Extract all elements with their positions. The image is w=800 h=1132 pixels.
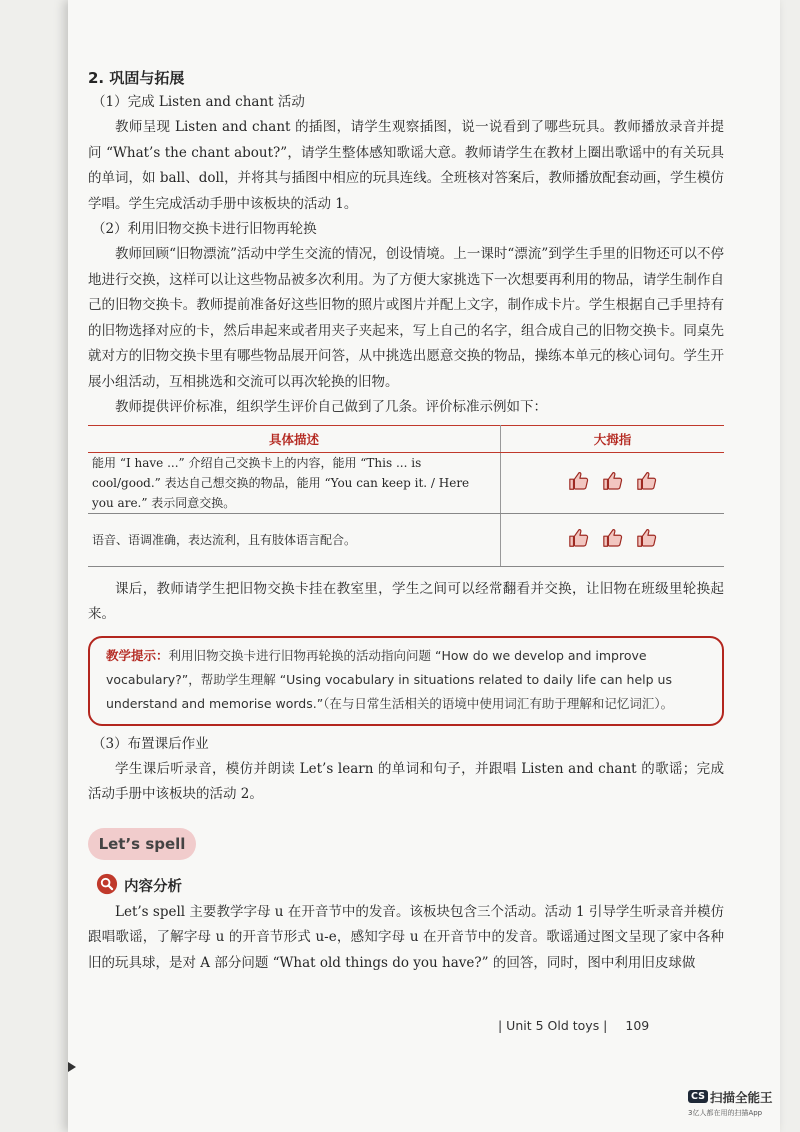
scanner-app-name: 扫描全能王	[710, 1089, 773, 1105]
header-thumbs: 大拇指	[501, 425, 725, 452]
row-description: 语音、语调准确，表达流利，且有肢体语言配合。	[88, 513, 501, 566]
page-content	[88, 66, 724, 976]
content-analysis-heading	[88, 872, 724, 900]
evaluation-table	[88, 425, 724, 567]
teaching-tip-box	[88, 636, 724, 726]
thumbs-up-icon	[636, 527, 658, 552]
subsection-2-paragraph-2: 教师提供评价标准，组织学生评价自己做到了几条。评价标准示例如下：	[115, 399, 547, 415]
header-description: 具体描述	[88, 425, 501, 452]
thumbs-up-icon	[568, 527, 590, 552]
row-description: 能用 “I have ...” 介绍自己交换卡上的内容，能用 “This ... is cool/good.” 表达自己想交换的物品，能用 “You can keep it. / Here you are.” 表示同意交换。	[88, 452, 501, 513]
document-page	[68, 0, 780, 1132]
evaluation-table-header	[88, 425, 724, 452]
subsection-1-title: （1）完成 Listen and chant 活动	[92, 94, 305, 110]
scanner-logo-icon: CS	[688, 1090, 708, 1103]
magnifier-icon	[96, 873, 118, 899]
teaching-tip-text: 利用旧物交换卡进行旧物再轮换的活动指向问题 “How do we develop and improve vocabulary?”，帮助学生理解 “Using vocabulary in situations related to daily life can help us understand and memorise words.”（在与日常生活相关的语境中使用词汇有助于理解和记忆词汇）。	[106, 647, 674, 711]
teaching-tip-label: 教学提示：	[106, 647, 169, 663]
thumbs-up-icon	[602, 470, 624, 495]
subsection-1-paragraph: 教师呈现 Listen and chant 的插图，请学生观察插图，说一说看到了哪些玩具。教师播放录音并提问 “What’s the chant about?”，请学生整体感知歌谣大意。教师请学生在教材上圈出歌谣中的有关玩具的单词，如 ball、doll，并将其与插图中相应的玩具连线。全班核对答案后，教师播放配套动画，学生模仿学唱。学生完成活动手册中该板块的活动 1。	[88, 119, 724, 212]
table-row	[88, 452, 724, 513]
subsection-3-paragraph: 学生课后听录音，模仿并朗读 Let’s learn 的单词和句子，并跟唱 Listen and chant 的歌谣；完成活动手册中该板块的活动 2。	[88, 760, 724, 802]
thumbs-up-icon	[602, 527, 624, 552]
content-analysis-title: 内容分析	[124, 879, 182, 895]
page-footer	[498, 1018, 649, 1033]
table-row	[88, 513, 724, 566]
footer-unit: | Unit 5 Old toys |	[498, 1018, 608, 1033]
scanner-tagline: 3亿人都在用的扫描App	[688, 1108, 763, 1117]
page-number: 109	[625, 1018, 650, 1033]
subsection-3-title: （3）布置课后作业	[92, 735, 209, 752]
subsection-2-paragraph-3: 课后，教师请学生把旧物交换卡挂在教室里，学生之间可以经常翻看并交换，让旧物在班级里轮换起来。	[88, 580, 724, 622]
subsection-2-title: （2）利用旧物交换卡进行旧物再轮换	[92, 221, 317, 237]
section-heading: 2. 巩固与拓展	[88, 69, 185, 87]
row-thumbs	[501, 452, 725, 513]
scanner-watermark	[688, 1086, 773, 1118]
lets-spell-tag: Let’s spell	[88, 828, 196, 860]
thumbs-up-icon	[568, 470, 590, 495]
page-corner-arrow	[68, 1062, 76, 1072]
thumbs-up-icon	[636, 470, 658, 495]
row-thumbs	[501, 513, 725, 566]
content-analysis-paragraph: Let’s spell 主要教学字母 u 在开音节中的发音。该板块包含三个活动。活动 1 引导学生听录音并模仿跟唱歌谣，了解字母 u 的开音节形式 u-e，感知字母 u 在开音节中的发音。歌谣通过图文呈现了家中各种旧的玩具球，是对 A 部分问题 “What old things do you have?” 的回答，同时，图中利用旧皮球做	[88, 903, 724, 971]
subsection-2-paragraph-1: 教师回顾“旧物漂流”活动中学生交流的情况，创设情境。上一课时“漂流”到学生手里的旧物还可以不停地进行交换，这样可以让这些物品被多次利用。为了方便大家挑选下一次想要再利用的物品，请学生制作自己的旧物交换卡。教师提前准备好这些旧物的照片或图片并配上文字，制作成卡片。学生根据自己手里持有的旧物选择对应的卡，然后串起来或者用夹子夹起来，写上自己的名字，组合成自己的旧物交换卡。同桌先就对方的旧物交换卡里有哪些物品展开问答，从中挑选出愿意交换的物品，操练本单元的核心词句。学生开展小组活动，互相挑选和交流可以再次轮换的旧物。	[88, 246, 724, 390]
